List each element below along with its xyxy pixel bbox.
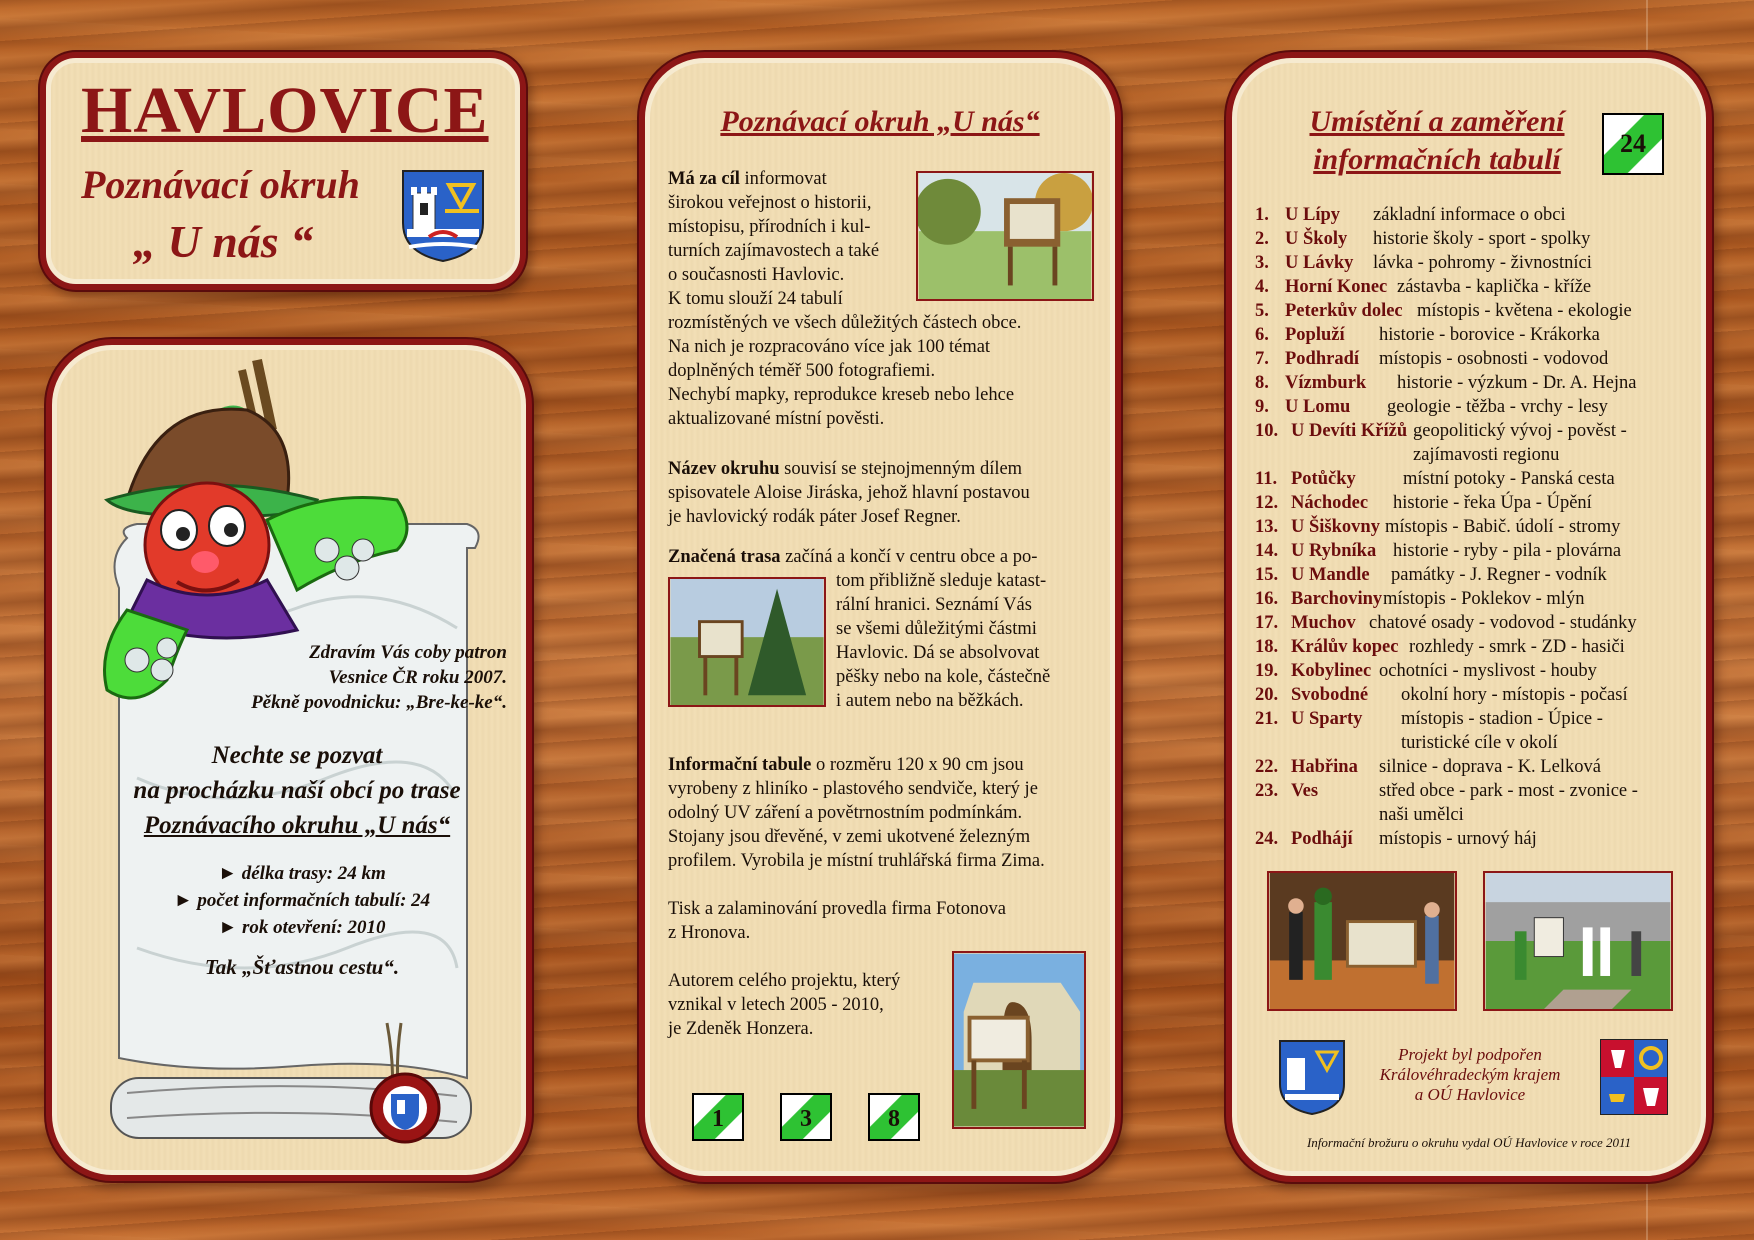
table-name: U Mandle xyxy=(1291,565,1370,585)
table-row xyxy=(1255,659,1695,683)
table-row xyxy=(1255,611,1695,635)
greeting-text: Zdravím Vás coby patron Vesnice ČR roku 2007. Pěkně povodnicku: „Bre-ke-ke“. xyxy=(251,642,507,713)
route-paragraph: tom přibližně sleduje katast- rální hranici. Seznámí Vás se všemi důležitými částmi Havlovic. Dá se absolvovat pěšky nebo na kole, částečně i autem nebo na běžkách. xyxy=(836,571,1051,711)
outdoor-opening-photo xyxy=(1483,871,1673,1011)
table-topics: historie - borovice - Krákorka xyxy=(1379,325,1600,345)
table-topics: místopis - urnový háj xyxy=(1379,829,1537,849)
route-paragraph-intro: Značená trasa začíná a končí v centru obce a po- xyxy=(668,547,1038,567)
tables-title: Umístění a zaměření informačních tabulí xyxy=(1309,105,1565,176)
table-topics: okolní hory - místopis - počasí xyxy=(1401,685,1628,705)
table-number: 6. xyxy=(1255,325,1269,345)
table-number: 16. xyxy=(1255,589,1279,609)
table-row xyxy=(1255,515,1695,539)
table-number: 12. xyxy=(1255,493,1279,513)
table-name: U Šiškovny xyxy=(1291,517,1380,537)
table-name: Peterkův dolec xyxy=(1285,301,1403,321)
table-number: 10. xyxy=(1255,421,1279,441)
circuit-title-line2: „ U nás “ xyxy=(133,216,314,267)
table-row xyxy=(1255,203,1695,227)
havlovice-crest-icon xyxy=(1277,1038,1347,1116)
table-badge-3: 3 xyxy=(780,1093,832,1141)
table-row xyxy=(1255,467,1695,491)
table-topics: lávka - pohromy - živnostníci xyxy=(1373,253,1592,273)
opening-ceremony-photo xyxy=(1267,871,1457,1011)
table-name: Potůčky xyxy=(1291,469,1356,489)
table-name: U Devíti Křížů xyxy=(1291,421,1408,441)
table-topics: základní informace o obci xyxy=(1373,205,1566,225)
table-number: 8. xyxy=(1255,373,1269,393)
table-number: 2. xyxy=(1255,229,1269,249)
table-topics: památky - J. Regner - vodník xyxy=(1391,565,1607,585)
table-row xyxy=(1255,755,1695,779)
table-topics: historie - ryby - pila - plovárna xyxy=(1393,541,1622,561)
table-row xyxy=(1255,371,1695,395)
table-topics: místopis - Poklekov - mlýn xyxy=(1383,589,1585,609)
table-topics: historie - výzkum - Dr. A. Hejna xyxy=(1397,373,1637,393)
table-number: 23. xyxy=(1255,781,1279,801)
table-name: U Lávky xyxy=(1285,253,1354,273)
table-topics: turistické cíle v okolí xyxy=(1401,733,1558,753)
hradec-kralove-region-crest-icon xyxy=(1599,1038,1669,1116)
table-topics: místopis - Babič. údolí - stromy xyxy=(1385,517,1621,537)
name-paragraph: Název okruhu souvisí se stejnojmenným dílem spisovatele Aloise Jiráska, jehož hlavní postavou je havlovický rodák páter Josef Regner. xyxy=(668,459,1030,527)
table-name: U Rybníka xyxy=(1291,541,1377,561)
table-name: Muchov xyxy=(1291,613,1356,633)
table-row xyxy=(1255,251,1695,275)
table-number: 21. xyxy=(1255,709,1279,729)
table-topics: silnice - doprava - K. Lelková xyxy=(1379,757,1601,777)
table-name: U Lomu xyxy=(1285,397,1351,417)
about-title: Poznávací okruh „U nás“ xyxy=(720,105,1040,138)
table-number: 19. xyxy=(1255,661,1279,681)
table-number: 17. xyxy=(1255,613,1279,633)
table-topics: historie školy - sport - spolky xyxy=(1373,229,1591,249)
table-badge-1: 1 xyxy=(692,1093,744,1141)
table-number: 13. xyxy=(1255,517,1279,537)
table-row xyxy=(1255,395,1695,419)
table-row xyxy=(1255,635,1695,659)
table-topics: místopis - osobnosti - vodovod xyxy=(1379,349,1609,369)
table-number: 7. xyxy=(1255,349,1269,369)
boards-paragraph: Informační tabule o rozměru 120 x 90 cm jsou vyrobeny z hliníko - plastového sendviče, který je odolný UV záření a povětrnostním podmínkám. Stojany jsou dřevěné, v zemi ukotvené železným profilem. Vyrobila je místní truhlářská firma Zima. xyxy=(668,755,1045,871)
author-paragraph: Autorem celého projektu, který vznikal v letech 2005 - 2010, je Zdeněk Honzera. xyxy=(668,971,901,1039)
table-row xyxy=(1255,491,1695,515)
table-topics: naši umělci xyxy=(1379,805,1464,825)
info-board-park-photo xyxy=(916,171,1094,301)
table-number: 24. xyxy=(1255,829,1279,849)
table-topics: místní potoky - Panská cesta xyxy=(1403,469,1615,489)
havlovice-coat-of-arms-icon xyxy=(399,167,487,263)
table-row xyxy=(1255,563,1695,587)
invitation-text: Nechte se pozvat na procházku naší obcí po trase Poznávacího okruhu „U nás“ xyxy=(133,742,461,839)
table-name: Náchodec xyxy=(1291,493,1369,513)
table-name: Kobylinec xyxy=(1291,661,1372,681)
table-number: 18. xyxy=(1255,637,1279,657)
support-note: Projekt byl podpořen Královéhradeckým krajem a OÚ Havlovice xyxy=(1379,1045,1561,1104)
table-topics: geologie - těžba - vrchy - lesy xyxy=(1387,397,1608,417)
table-row xyxy=(1255,227,1695,251)
circuit-title-line1: Poznávací okruh xyxy=(81,162,360,207)
table-row xyxy=(1255,707,1695,755)
table-topics: chatové osady - vodovod - studánky xyxy=(1369,613,1637,633)
tables-panel xyxy=(1232,58,1706,1176)
table-topics: rozhledy - smrk - ZD - hasiči xyxy=(1409,637,1625,657)
publisher-note: Informační brožuru o okruhu vydal OÚ Havlovice v roce 2011 xyxy=(1306,1135,1632,1150)
table-number: 1. xyxy=(1255,205,1269,225)
table-name: Habřina xyxy=(1291,757,1358,777)
good-luck-text: Tak „Šťastnou cestu“. xyxy=(204,955,400,979)
table-number: 11. xyxy=(1255,469,1278,489)
table-topics: střed obce - park - most - zvonice - xyxy=(1379,781,1638,801)
table-name: U Sparty xyxy=(1291,709,1363,729)
table-name: Barchoviny xyxy=(1291,589,1383,609)
table-name: Ves xyxy=(1291,781,1319,801)
table-topics: historie - řeka Úpa - Úpění xyxy=(1393,493,1592,513)
route-facts: ► délka trasy: 24 km ► počet informačních tabulí: 24 ► rok otevření: 2010 xyxy=(173,863,431,938)
table-number: 5. xyxy=(1255,301,1269,321)
table-number: 20. xyxy=(1255,685,1279,705)
table-row xyxy=(1255,587,1695,611)
mascot-panel xyxy=(52,345,526,1175)
table-row xyxy=(1255,827,1695,851)
table-name: Králův kopec xyxy=(1291,637,1399,657)
hilltop-board-photo xyxy=(668,577,826,707)
wax-seal-icon xyxy=(369,1068,441,1146)
table-number: 22. xyxy=(1255,757,1279,777)
goal-paragraph: Má za cíl informovat širokou veřejnost o historii, místopisu, přírodních i kul- turních zajímavostech a také o současnosti Havlovic. K tomu slouží 24 tabulí rozmístěných ve všech důležitých částech obce. Na nich je rozpracováno více jak 100 témat doplněných téměř 500 fotografiemi. Nechybí mapky, reprodukce kreseb nebo lehce aktualizované místní pověsti. xyxy=(668,169,1022,429)
table-badge-24: 24 xyxy=(1602,113,1664,175)
table-name: Svobodné xyxy=(1291,685,1369,705)
table-topics: místopis - květena - ekologie xyxy=(1417,301,1632,321)
table-row xyxy=(1255,419,1695,467)
table-row xyxy=(1255,779,1695,827)
table-row xyxy=(1255,683,1695,707)
table-number: 14. xyxy=(1255,541,1279,561)
about-panel xyxy=(645,58,1115,1176)
table-topics: zajímavosti regionu xyxy=(1413,445,1560,465)
table-row xyxy=(1255,275,1695,299)
chapel-board-photo xyxy=(952,951,1086,1129)
table-row xyxy=(1255,323,1695,347)
table-row xyxy=(1255,347,1695,371)
table-topics: zástavba - kaplička - kříže xyxy=(1397,277,1592,297)
table-name: Vízmburk xyxy=(1285,373,1367,393)
table-number: 9. xyxy=(1255,397,1269,417)
table-name: Horní Konec xyxy=(1285,277,1388,297)
table-name: U Školy xyxy=(1285,229,1348,249)
table-name: Podhájí xyxy=(1291,829,1353,849)
table-row xyxy=(1255,539,1695,563)
table-row xyxy=(1255,299,1695,323)
table-name: Popluží xyxy=(1285,325,1345,345)
title-panel xyxy=(46,58,520,284)
table-topics: ochotníci - myslivost - houby xyxy=(1379,661,1597,681)
town-name: HAVLOVICE xyxy=(81,74,489,147)
table-number: 4. xyxy=(1255,277,1269,297)
table-badge-8: 8 xyxy=(868,1093,920,1141)
table-name: Podhradí xyxy=(1285,349,1360,369)
table-name: U Lípy xyxy=(1285,205,1341,225)
tables-list xyxy=(1255,203,1695,851)
table-topics: geopolitický vývoj - pověst - xyxy=(1413,421,1627,441)
table-topics: místopis - stadion - Úpice - xyxy=(1401,709,1603,729)
print-paragraph: Tisk a zalaminování provedla firma Fotonova z Hronova. xyxy=(668,899,1006,943)
table-number: 15. xyxy=(1255,565,1279,585)
table-number: 3. xyxy=(1255,253,1269,273)
